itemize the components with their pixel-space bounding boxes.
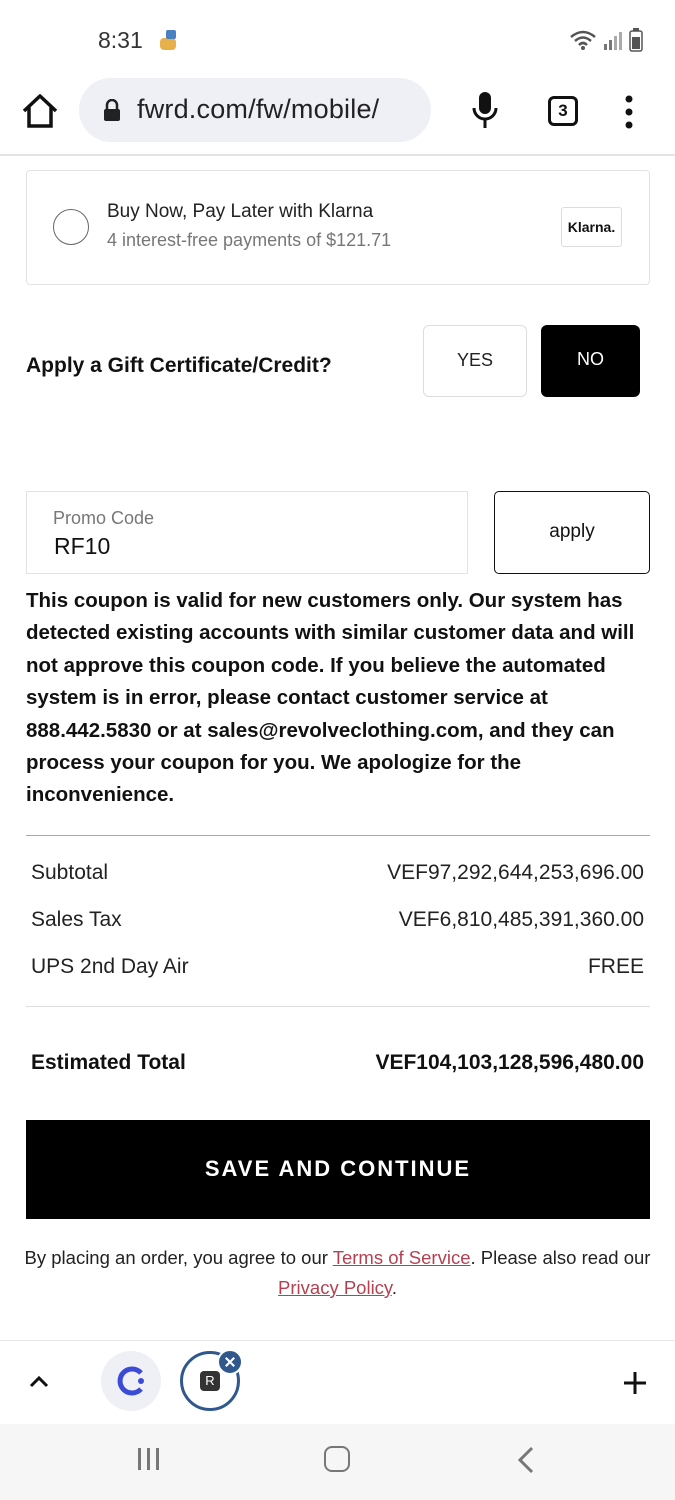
tab-favicon-icon [101, 1351, 161, 1411]
address-bar[interactable] [79, 78, 431, 142]
estimated-total-label: Estimated Total [31, 1051, 186, 1074]
promo-code-field[interactable] [26, 491, 468, 574]
divider [26, 1006, 650, 1007]
notification-emoji-icon [156, 28, 182, 52]
klarna-logo: Klarna. [561, 207, 622, 247]
subtotal-label: Subtotal [31, 861, 109, 884]
browser-toolbar [0, 76, 675, 156]
gift-certificate-label: Apply a Gift Certificate/Credit? [26, 354, 332, 377]
promo-code-label: Promo Code [53, 508, 155, 528]
bottom-tab-strip [0, 1340, 675, 1424]
chevron-up-icon[interactable] [28, 1371, 50, 1393]
battery-icon [629, 28, 643, 52]
legal-middle: . Please also read our [470, 1247, 651, 1268]
back-icon[interactable] [515, 1446, 537, 1474]
lock-icon [103, 99, 121, 121]
shipping-value: FREE [587, 955, 644, 978]
active-tab-favicon: R [200, 1371, 220, 1391]
subtotal-value: VEF97,292,644,253,696.00 [387, 861, 644, 884]
legal-notice [0, 1243, 675, 1303]
divider [26, 835, 650, 836]
gift-yes-button[interactable]: YES [423, 325, 527, 397]
coupon-error-message: This coupon is valid for new customers only. Our system has detected existing accounts with similar customer data and will not approve this coupon code. If you believe the automated system is in error, please contact customer service at 888.442.5830 or at sales@revolveclothing.com, and they can process your coupon for you. We apologize for the inconvenience. [26, 589, 635, 807]
sales-tax-value: VEF6,810,485,391,360.00 [398, 908, 644, 931]
signal-icon [603, 30, 623, 50]
close-tab-icon[interactable] [217, 1349, 243, 1375]
tab-thumbnail[interactable] [101, 1351, 161, 1411]
shipping-label: UPS 2nd Day Air [31, 955, 189, 978]
url-text: fwrd.com/fw/mobile/ [137, 94, 380, 124]
system-navigation-bar [0, 1424, 675, 1500]
home-navigation-icon[interactable] [324, 1446, 350, 1472]
apply-promo-button[interactable]: apply [494, 491, 650, 574]
save-and-continue-button[interactable]: SAVE AND CONTINUE [26, 1120, 650, 1219]
terms-of-service-link[interactable]: Terms of Service [332, 1247, 471, 1268]
status-icons [569, 28, 643, 52]
legal-suffix: . [391, 1277, 397, 1298]
status-time: 8:31 [98, 27, 143, 53]
estimated-total-value: VEF104,103,128,596,480.00 [375, 1051, 644, 1074]
status-bar [0, 0, 675, 80]
privacy-policy-link[interactable]: Privacy Policy [278, 1277, 392, 1298]
promo-code-input[interactable]: RF10 [54, 533, 111, 559]
klarna-subtitle: 4 interest-free payments of $121.71 [107, 230, 392, 250]
wifi-icon [569, 29, 597, 51]
microphone-icon[interactable] [470, 90, 500, 130]
tab-switcher-button[interactable]: 3 [548, 96, 578, 126]
klarna-radio[interactable] [53, 209, 89, 245]
more-options-icon[interactable] [620, 94, 638, 130]
legal-prefix: By placing an order, you agree to our [24, 1247, 333, 1268]
klarna-payment-option[interactable] [26, 170, 650, 285]
home-icon[interactable] [20, 91, 60, 131]
gift-no-button[interactable]: NO [541, 325, 640, 397]
recent-apps-icon[interactable] [136, 1446, 162, 1472]
sales-tax-label: Sales Tax [31, 908, 122, 931]
klarna-title: Buy Now, Pay Later with Klarna [107, 201, 374, 222]
new-tab-icon[interactable] [622, 1370, 648, 1396]
